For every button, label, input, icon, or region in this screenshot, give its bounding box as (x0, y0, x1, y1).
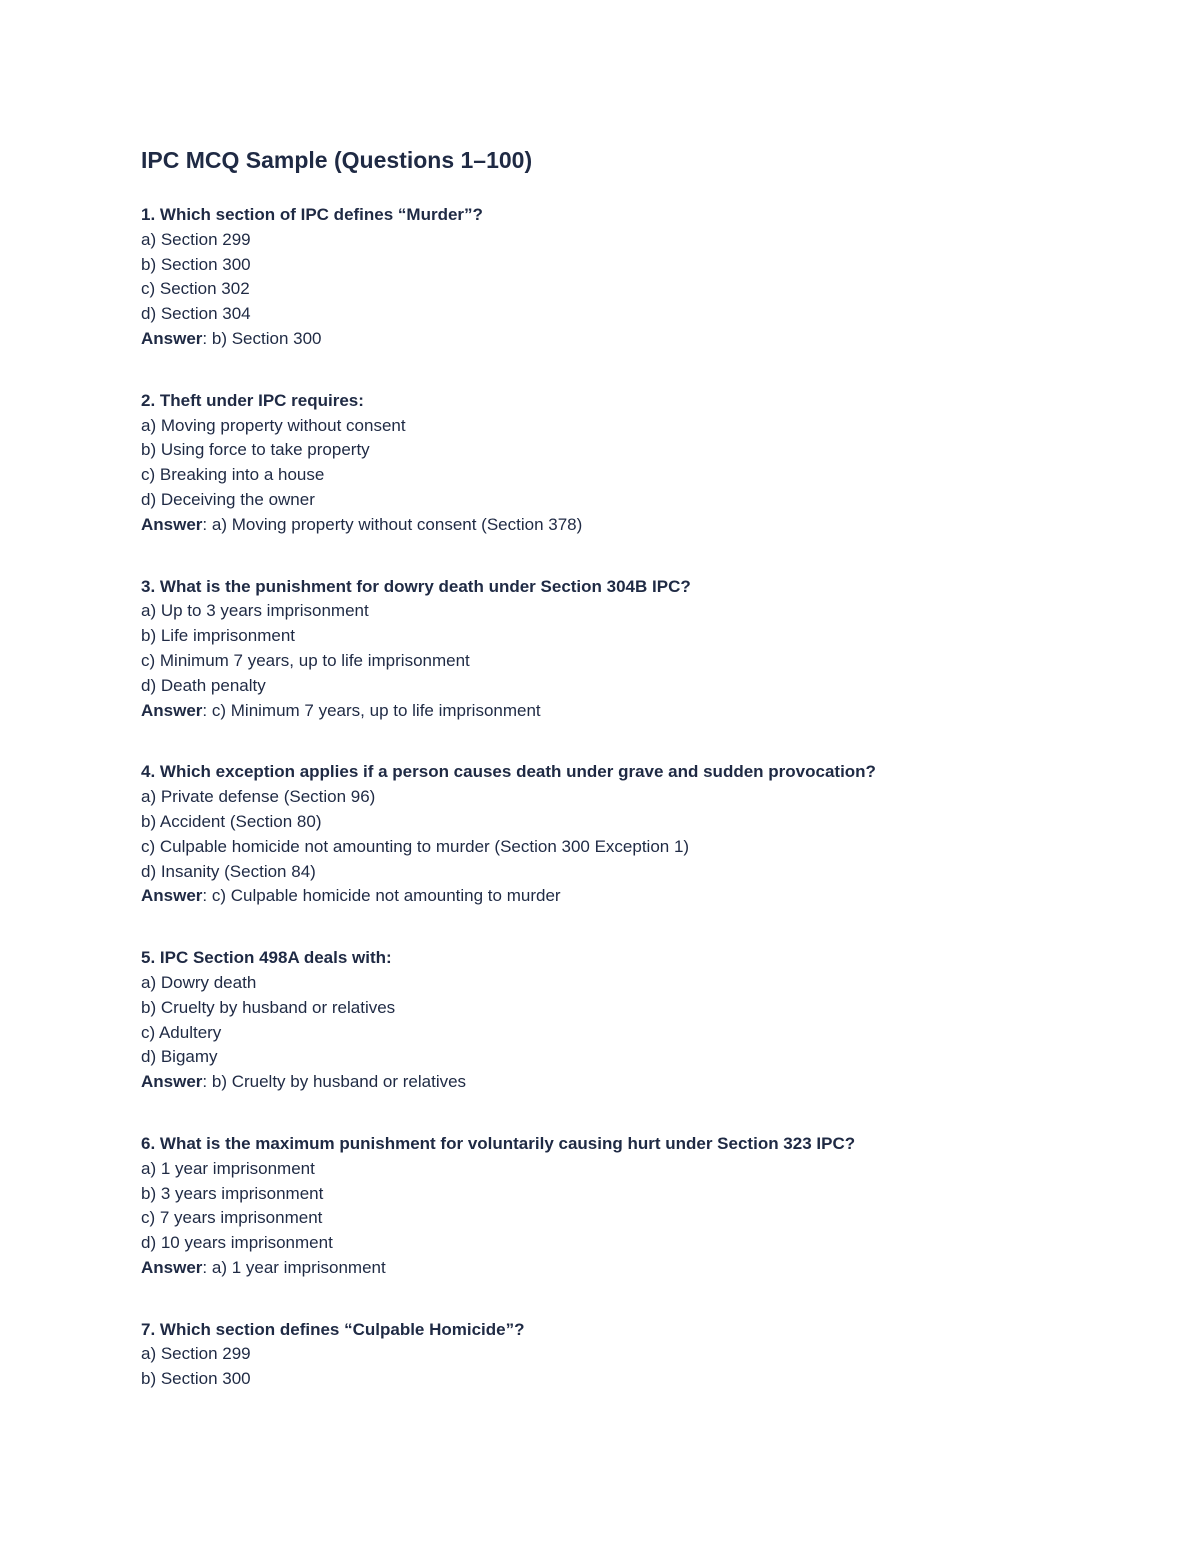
question-block (141, 760, 1101, 909)
document-title: IPC MCQ Sample (Questions 1–100) (141, 147, 533, 173)
answer-option: c) 7 years imprisonment (141, 1208, 323, 1228)
answer-option: c) Culpable homicide not amounting to murder (Section 300 Exception 1) (141, 836, 690, 856)
answer-option: a) Moving property without consent (141, 415, 406, 435)
answer-line: Answer: b) Cruelty by husband or relatives (141, 1072, 467, 1092)
question-block (141, 203, 1101, 352)
answer-option: c) Minimum 7 years, up to life imprisonment (141, 650, 470, 670)
answer-option: a) Dowry death (141, 972, 257, 992)
answer-option: b) Cruelty by husband or relatives (141, 997, 396, 1017)
answer-option: c) Adultery (141, 1022, 222, 1042)
answer-option: d) Death penalty (141, 675, 266, 695)
question-list (141, 203, 1101, 1392)
question-text: 4. Which exception applies if a person causes death under grave and sudden provocation? (141, 762, 876, 782)
question-text: 3. What is the punishment for dowry death under Section 304B IPC? (141, 576, 691, 596)
answer-option: b) Accident (Section 80) (141, 811, 322, 831)
answer-option: b) Section 300 (141, 1369, 251, 1389)
document-page (141, 140, 1101, 1429)
question-block (141, 1132, 1101, 1281)
question-block (141, 389, 1101, 538)
answer-option: b) Section 300 (141, 254, 251, 274)
answer-option: a) Private defense (Section 96) (141, 787, 376, 807)
question-block (141, 1318, 1101, 1392)
answer-line: Answer: a) Moving property without consent (Section 378) (141, 514, 583, 534)
answer-option: a) Up to 3 years imprisonment (141, 601, 369, 621)
answer-value: a) Moving property without consent (Section 378) (211, 514, 583, 534)
question-text: 2. Theft under IPC requires: (141, 390, 364, 410)
answer-option: a) Section 299 (141, 1344, 251, 1364)
answer-option: d) 10 years imprisonment (141, 1233, 333, 1253)
answer-option: b) Using force to take property (141, 440, 370, 460)
answer-option: b) Life imprisonment (141, 626, 296, 646)
question-text: 1. Which section of IPC defines “Murder”? (141, 205, 483, 224)
question-text: 6. What is the maximum punishment for voluntarily causing hurt under Section 323 IPC? (141, 1133, 856, 1153)
answer-option: d) Insanity (Section 84) (141, 861, 316, 881)
question-block (141, 946, 1101, 1095)
answer-line: Answer: c) Culpable homicide not amounting to murder (141, 886, 561, 906)
answer-option: d) Bigamy (141, 1047, 218, 1067)
answer-line: Answer: b) Section 300 (141, 328, 322, 348)
answer-label: Answer (141, 886, 203, 906)
answer-value: b) Section 300 (211, 328, 322, 348)
answer-option: d) Deceiving the owner (141, 489, 315, 509)
answer-option: a) 1 year imprisonment (141, 1158, 315, 1178)
answer-label: Answer (141, 1072, 203, 1092)
answer-line: Answer: c) Minimum 7 years, up to life imprisonment (141, 700, 541, 720)
answer-option: c) Section 302 (141, 279, 250, 299)
answer-line: Answer: a) 1 year imprisonment (141, 1257, 386, 1277)
answer-label: Answer (141, 700, 203, 720)
answer-option: c) Breaking into a house (141, 465, 325, 485)
answer-option: a) Section 299 (141, 229, 251, 249)
question-block (141, 575, 1101, 724)
answer-label: Answer (141, 328, 203, 348)
answer-value: c) Culpable homicide not amounting to murder (211, 886, 561, 906)
answer-label: Answer (141, 514, 203, 534)
answer-option: b) 3 years imprisonment (141, 1183, 324, 1203)
answer-option: d) Section 304 (141, 304, 251, 324)
answer-value: c) Minimum 7 years, up to life imprisonment (211, 700, 541, 720)
answer-value: a) 1 year imprisonment (211, 1257, 386, 1277)
question-text: 7. Which section defines “Culpable Homicide”? (141, 1319, 525, 1339)
answer-label: Answer (141, 1257, 203, 1277)
question-text: 5. IPC Section 498A deals with: (141, 948, 392, 968)
answer-value: b) Cruelty by husband or relatives (211, 1072, 467, 1092)
